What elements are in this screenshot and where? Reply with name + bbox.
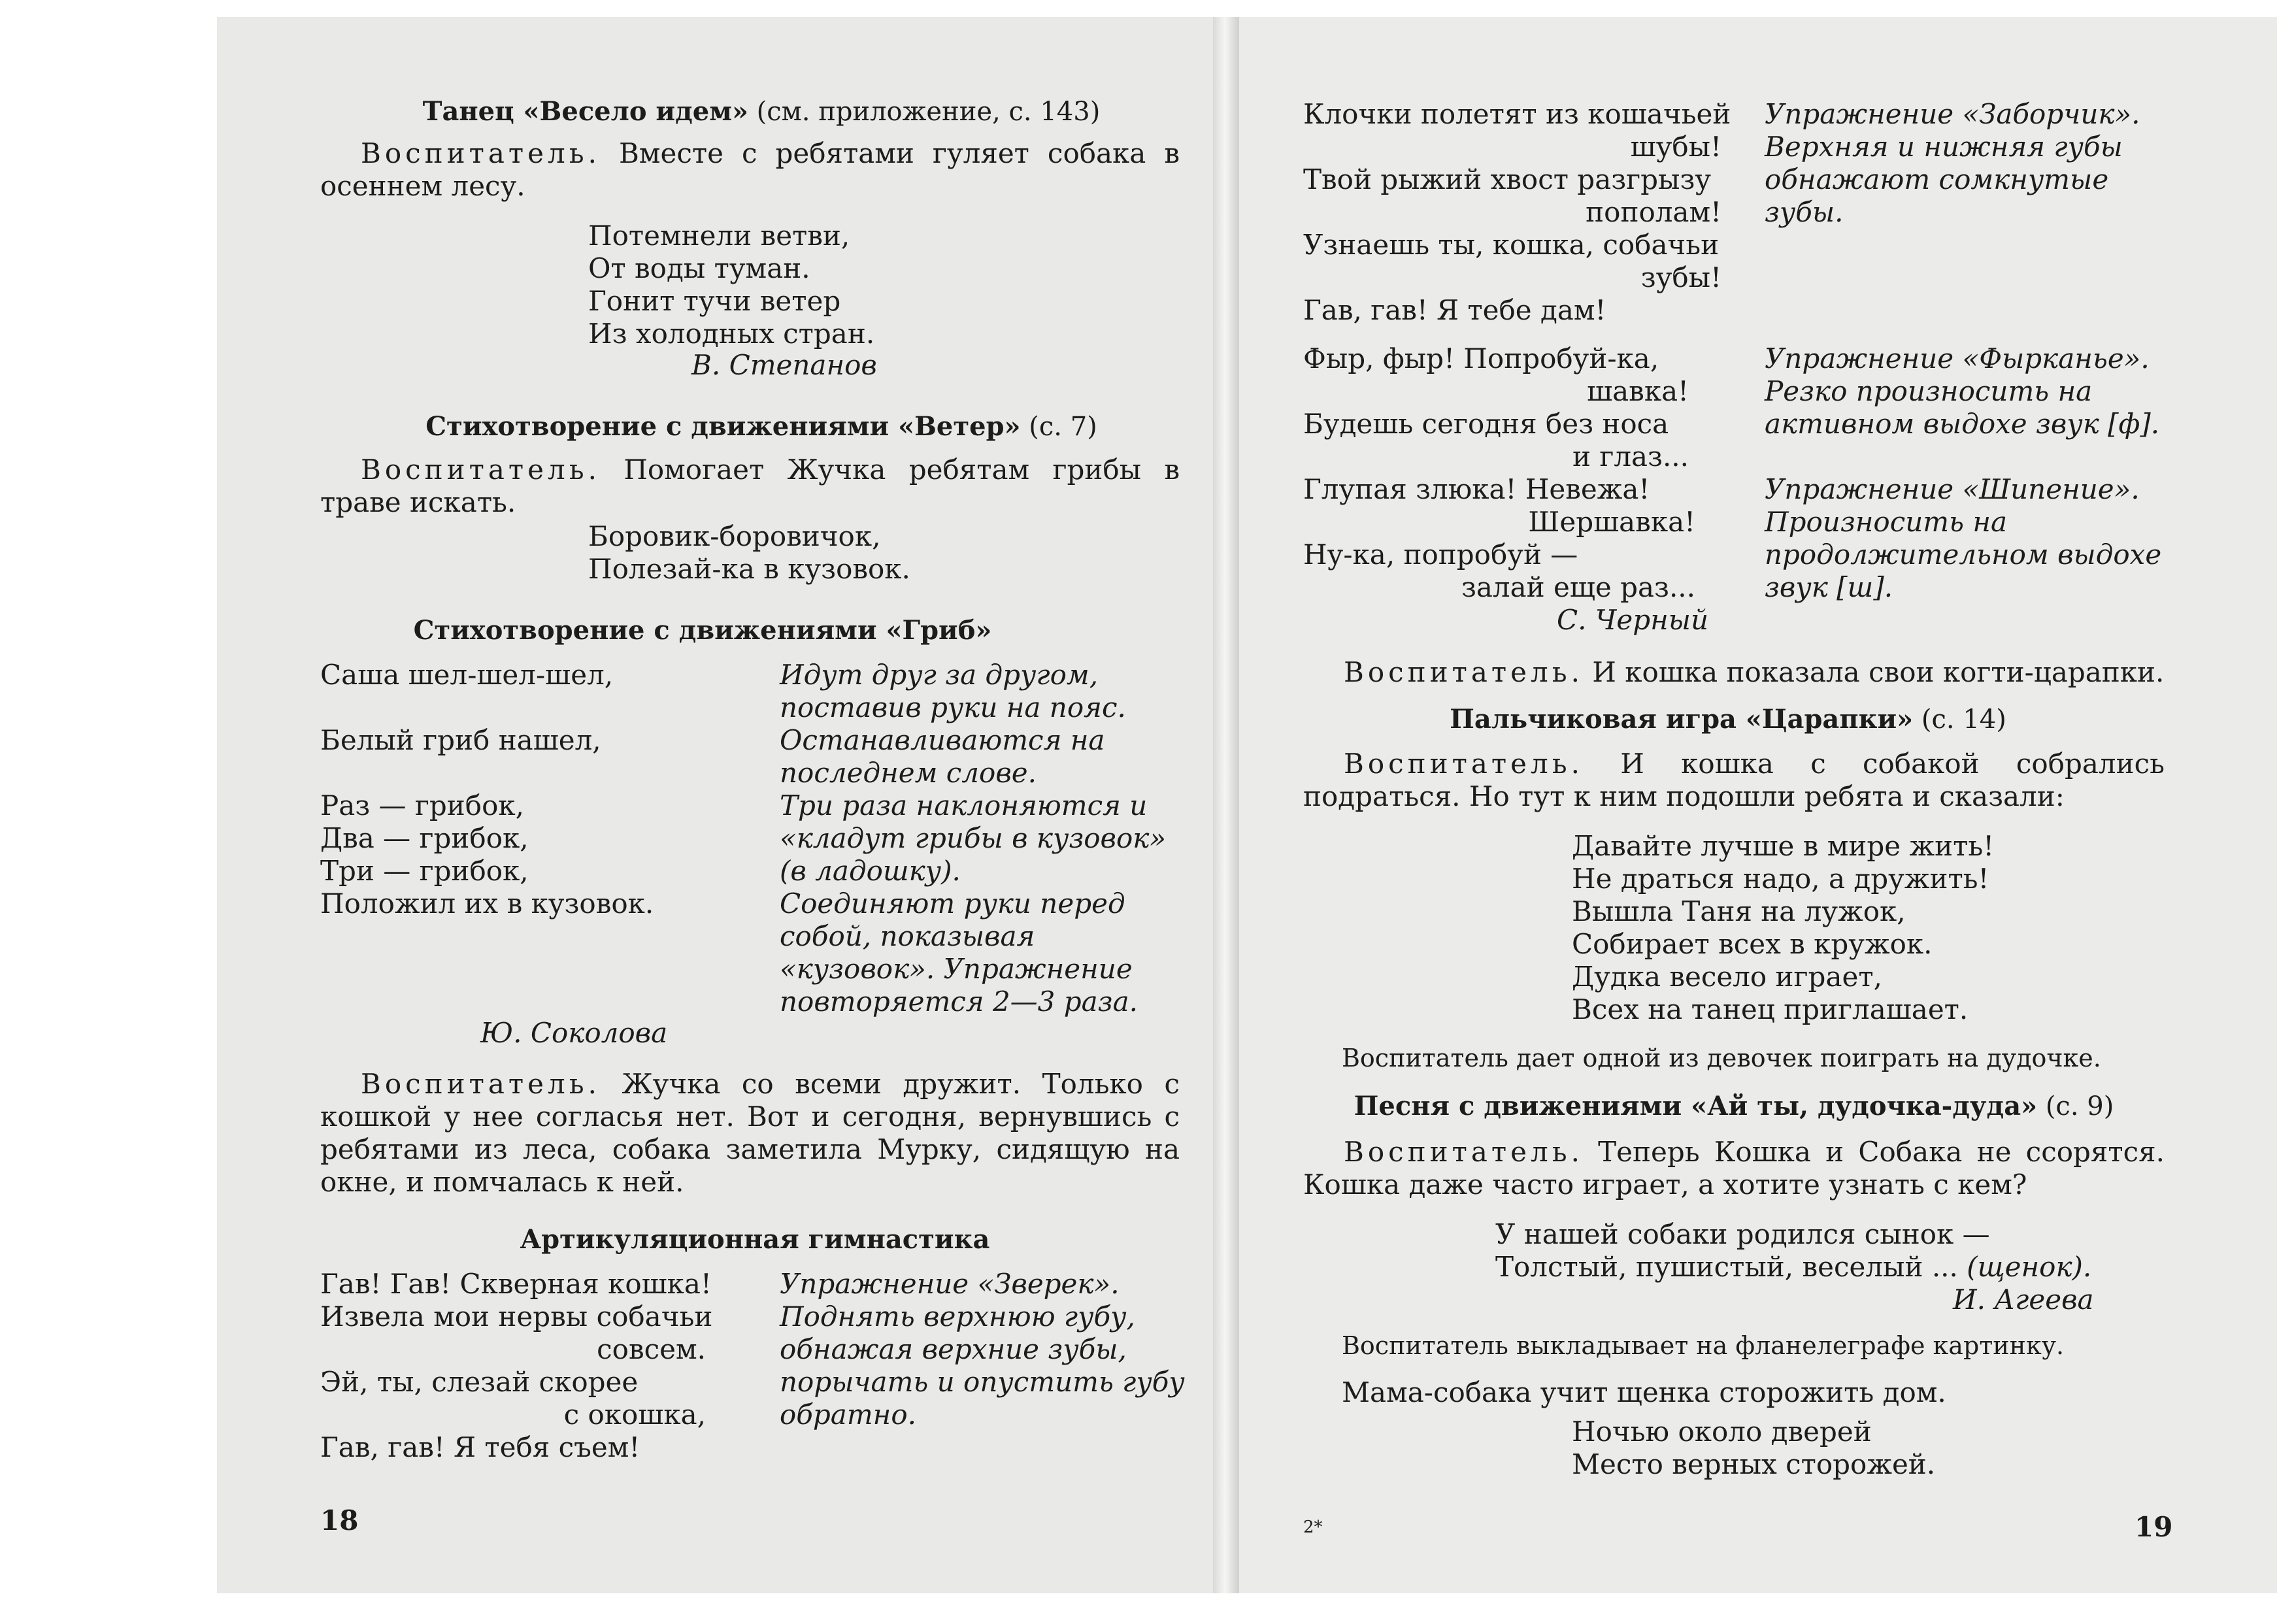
poem-puppy-line-2: Толстый, пушистый, веселый ... (щенок). (1495, 1251, 2092, 1283)
page-number-left: 18 (320, 1504, 359, 1536)
page-number-right: 19 (2135, 1511, 2173, 1543)
heading-wind-poem: Стихотворение с движениями «Ветер» (с. 7) (425, 411, 1097, 442)
paragraph-educator-1: Воспитатель. Вместе с ребятами гуляет собака в осеннем лесу. (320, 137, 1180, 202)
paragraph-educator-4: Воспитатель. И кошка показала свои когти-царапки. (1344, 656, 2165, 688)
grib-action-1: Идут друг за другом, поставив руки на пояс. (780, 659, 1126, 723)
action-hiss: Упражнение «Шипение». Произносить на продолжительном выдохе звук [ш]. (1765, 473, 2162, 603)
verse-block-c: Глупая злюка! Невежа! Шершавка! Ну-ка, попробуй — залай еще раз... (1303, 473, 1695, 603)
heading-articulation: Артикуляционная гимнастика (520, 1224, 990, 1255)
action-fence: Упражнение «Заборчик». Верхняя и нижняя губы обнажают сомкнутые зубы. (1765, 98, 2140, 228)
poem-puppy-author: И. Агеева (1953, 1284, 2094, 1316)
action-snort: Упражнение «Фырканье». Резко произносить на активном выдохе звук [ф]. (1765, 342, 2160, 440)
paragraph-educator-3: Воспитатель. Жучка со всеми дружит. Только с кошкой у нее согласья нет. Вот и сегодня, вернувшись с ребятами из леса, собака заметила Мурку, сидящую на окне, и помчалась к ней. (320, 1068, 1180, 1198)
paragraph-mother-dog: Мама-собака учит щенка сторожить дом. (1342, 1376, 1946, 1408)
poem-1-author: В. Степанов (691, 349, 877, 381)
book-gutter (1213, 17, 1239, 1593)
grib-verse-4: Положил их в кузовок. (320, 887, 654, 920)
poem-guard: Ночью около дверей Место верных сторожей. (1572, 1416, 1936, 1480)
note-flute: Воспитатель дает одной из девочек поиграть на дудочке. (1342, 1044, 2101, 1072)
paragraph-educator-6: Воспитатель. Теперь Кошка и Собака не ссорятся. Кошка даже часто играет, а хотите узнать с кем? (1303, 1136, 2165, 1201)
poem-friendship: Давайте лучше в мире жить! Не драться надо, а дружить! Вышла Таня на лужок, Собирает всех в кружок. Дудка весело играет, Всех на танец приглашает. (1572, 830, 1995, 1025)
heading-dance: Танец «Весело идем» (см. приложение, с. 143) (422, 96, 1101, 127)
heading-finger-game: Пальчиковая игра «Царапки» (с. 14) (1450, 704, 2006, 735)
verse-block-b: Фыр, фыр! Попробуй-ка, шавка! Будешь сегодня без носа и глаз... (1303, 342, 1689, 472)
poem-1: Потемнели ветви, От воды туман. Гонит тучи ветер Из холодных стран. (588, 220, 875, 350)
poem-puppy-line-1: У нашей собаки родился сынок — (1495, 1218, 1990, 1250)
grib-verse-2: Белый гриб нашел, (320, 724, 601, 756)
heading-mushroom-poem: Стихотворение с движениями «Гриб» (413, 615, 992, 646)
grib-verse-1: Саша шел-шел-шел, (320, 659, 614, 691)
verse-block-a: Клочки полетят из кошачьей шубы! Твой рыжий хвост разгрызу пополам! Узнаешь ты, кошка, собачьи зубы! Гав, гав! Я тебе дам! (1303, 98, 1731, 326)
verse-author: С. Черный (1557, 604, 1708, 636)
grib-author: Ю. Соколова (480, 1017, 668, 1049)
grib-verse-3: Раз — грибок, Два — грибок, Три — грибок, (320, 789, 529, 887)
grib-action-4: Соединяют руки перед собой, показывая «кузовок». Упражнение повторяется 2—3 раза. (780, 887, 1138, 1018)
heading-song: Песня с движениями «Ай ты, дудочка-дуда» (с. 9) (1354, 1091, 2114, 1121)
poem-2: Боровик-боровичок, Полезай-ка в кузовок. (588, 520, 910, 585)
articulation-action: Упражнение «Зверек». Поднять верхнюю губу, обнажая верхние зубы, порычать и опустить губу обратно. (780, 1268, 1185, 1431)
note-flannelgraph: Воспитатель выкладывает на фланелеграфе картинку. (1342, 1331, 2065, 1360)
grib-action-2: Останавливаются на последнем слове. (780, 724, 1105, 789)
signature-mark: 2* (1303, 1517, 1323, 1537)
articulation-verse: Гав! Гав! Скверная кошка! Извела мои нервы собачьи совсем. Эй, ты, слезай скорее с окошка, Гав, гав! Я тебя съем! (320, 1268, 713, 1463)
paragraph-educator-5: Воспитатель. И кошка с собакой собрались подраться. Но тут к ним подошли ребята и сказали: (1303, 748, 2165, 812)
paragraph-educator-2: Воспитатель. Помогает Жучка ребятам грибы в траве искать. (320, 454, 1180, 518)
grib-action-3: Три раза наклоняются и «кладут грибы в кузовок» (в ладошку). (780, 789, 1167, 887)
